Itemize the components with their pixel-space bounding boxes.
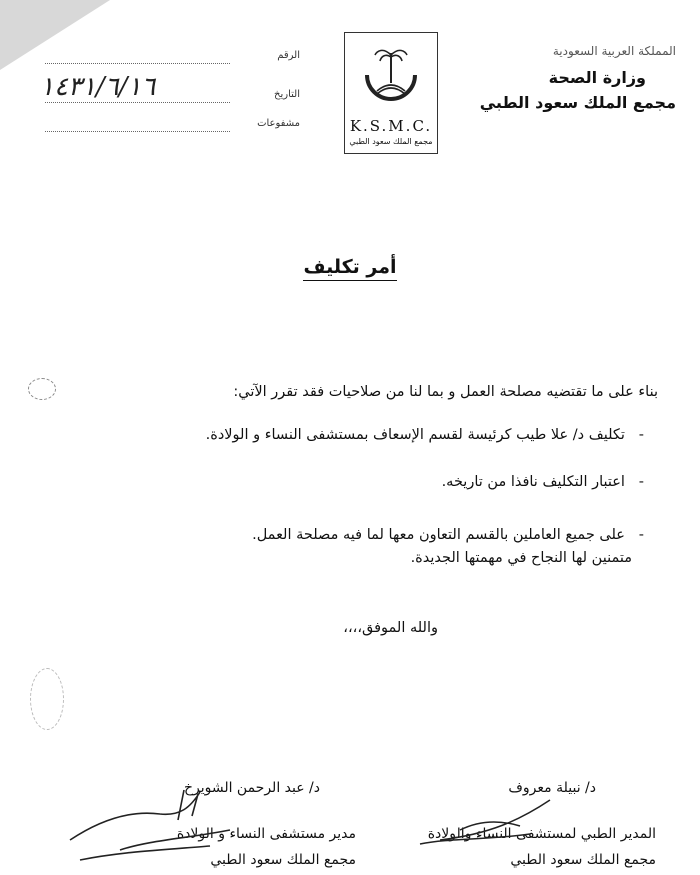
page-corner-fold [0,0,110,70]
right-signatory-name: د/ نبيلة معروف [508,780,596,796]
bullet-item: - على جميع العاملين بالقسم التعاون معها لما فيه مصلحة العمل. [252,527,644,543]
left-signatory-name: د/ عبد الرحمن الشويرخ [183,780,320,796]
faint-stamp-mark [28,378,56,400]
ref-date-label: التاريخ [274,89,300,100]
bullet-item: - تكليف د/ علا طيب كرئيسة لقسم الإسعاف بمستشفى النساء و الولادة. [205,427,644,443]
kingdom-line: المملكة العربية السعودية [552,44,676,58]
bullet-item: - اعتبار التكليف نافذا من تاريخه. [441,474,644,490]
right-signatory-org: مجمع الملك سعود الطبي [510,852,656,868]
ref-attachments-line [45,130,230,132]
ref-attachments-label: مشفوعات [257,118,300,129]
handwritten-date: ١٤٣١/٦/١٦ [40,72,156,102]
palm-swords-emblem-icon [345,33,437,117]
complex-line: مجمع الملك سعود الطبي [479,93,676,112]
left-handwritten-signature [60,780,250,870]
intro-paragraph: بناء على ما تقتضيه مصلحة العمل و بما لنا من صلاحيات فقد تقرر الآتي: [233,384,658,400]
left-signatory-org: مجمع الملك سعود الطبي [210,852,356,868]
ref-number-line [45,62,230,64]
left-signatory-title: مدير مستشفى النساء و الولادة [176,826,356,842]
logo-subtext: مجمع الملك سعود الطبي [349,137,433,146]
document-title: أمر تكليف [0,256,700,278]
ref-number-label: الرقم [277,50,300,61]
right-signatory-title: المدير الطبي لمستشفى النساء والولادة [427,826,656,842]
right-handwritten-signature [400,790,580,850]
faint-stamp-mark [30,668,64,730]
logo-acronym: K.S.M.C. [349,117,433,135]
salutation: والله الموفق،،،، [343,620,438,636]
closing-wish: متمنين لها النجاح في مهمتها الجديدة. [410,550,632,566]
ministry-line: وزارة الصحة [548,68,646,87]
ministry-header [466,44,676,112]
ksmc-logo [344,32,438,154]
